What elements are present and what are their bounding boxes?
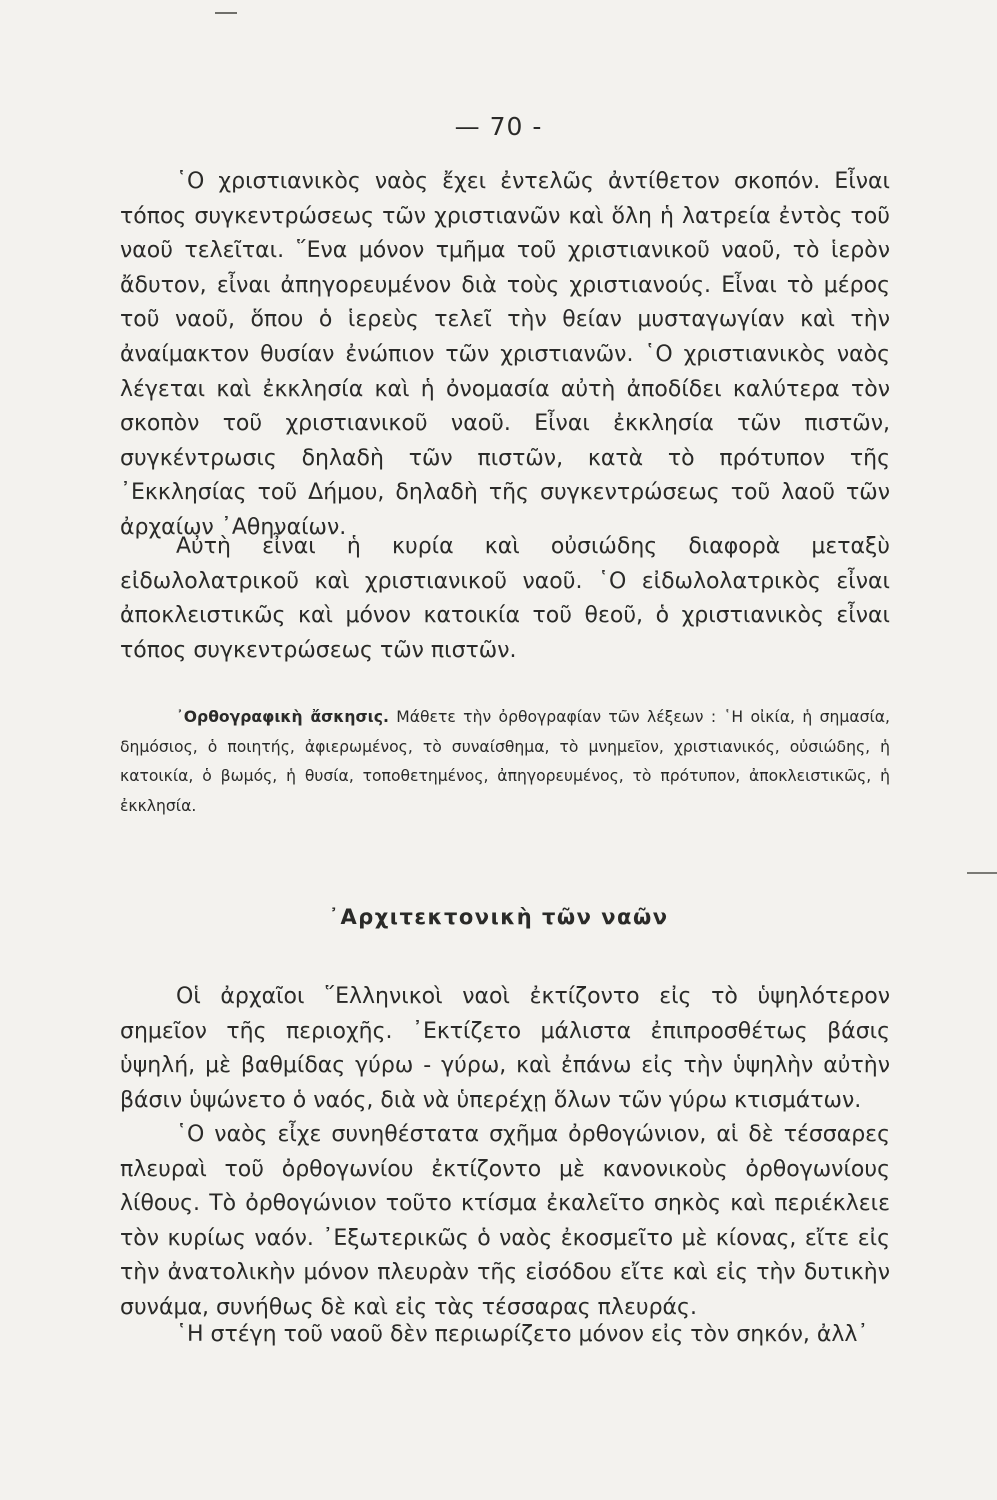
spelling-exercise	[120, 703, 890, 821]
exercise-label: ᾿Ορθογραφικὴ ἄσκησις.	[176, 708, 389, 726]
paragraph-temple-shape: ῾Ο ναὸς εἶχε συνηθέστατα σχῆμα ὀρθογώνιον, αἱ δὲ τέσσαρες πλευραὶ τοῦ ὀρθογωνίου ἐκτίζοντο μὲ κανονικοὺς ὀρθογωνίους λίθους. Τὸ ὀρθογώνιον τοῦτο κτίσμα ἐκαλεῖτο σηκὸς καὶ περιέκλειε τὸν κυρίως ναόν. ᾿Εξωτερικῶς ὁ ναὸς ἐκοσμεῖτο μὲ κίονας, εἴτε εἰς τὴν ἀνατολικὴν μόνον πλευρὰν τῆς εἰσόδου εἴτε καὶ εἰς τὴν δυτικὴν συνάμα, συνήθως δὲ καὶ εἰς τὰς τέσσαρας πλευράς.	[120, 1122, 890, 1320]
paragraph-christian-temple: ῾Ο χριστιανικὸς ναὸς ἔχει ἐντελῶς ἀντίθετον σκοπόν. Εἶναι τόπος συγκεντρώσεως τῶν χριστιανῶν καὶ ὅλη ἡ λατρεία ἐντὸς τοῦ ναοῦ τελεῖται. ῞Ενα μόνον τμῆμα τοῦ χριστιανικοῦ ναοῦ, τὸ ἱερὸν ἄδυτον, εἶναι ἀπηγορευμένον διὰ τοὺς χριστιανούς. Εἶναι τὸ μέρος τοῦ ναοῦ, ὅπου ὁ ἱερεὺς τελεῖ τὴν θείαν μυσταγωγίαν καὶ τὴν ἀναίμακτον θυσίαν ἐνώπιον τῶν χριστιανῶν. ῾Ο χριστιανικὸς ναὸς λέγεται καὶ ἐκκλησία καὶ ἡ ὀνομασία αὐτὴ ἀποδίδει καλύτερα τὸν σκοπὸν τοῦ χριστιανικοῦ ναοῦ. Εἶναι ἐκκλησία τῶν πιστῶν, συγκέντρωσις δηλαδὴ τῶν πιστῶν, κατὰ τὸ πρότυπον τῆς ᾿Εκκλησίας τοῦ Δήμου, δηλαδὴ τῆς συγκεντρώσεως τοῦ λαοῦ τῶν ἀρχαίων ᾿Αθηναίων.	[120, 169, 890, 540]
scan-edge-mark	[967, 872, 997, 874]
paragraph-temple-roof: ῾Η στέγη τοῦ ναοῦ δὲν περιωρίζετο μόνον εἰς τὸν σηκόν, ἀλλ᾿	[176, 1322, 869, 1347]
exercise-text: Μάθετε τὴν ὀρθογραφίαν τῶν λέξεων : ῾Η οἰκία, ἡ σημασία, δημόσιος, ὁ ποιητής, ἀφιερωμένος, τὸ συναίσθημα, τὸ μνημεῖον, χριστιανικός, οὐσιώδης, ἡ κατοικία, ὁ βωμός, ἡ θυσία, τοποθετημένος, ἀπηγορευμένος, τὸ πρότυπον, ἀποκλειστικῶς, ἡ ἐκκλησία.	[120, 708, 890, 815]
section-heading: ᾿Αρχιτεκτονικὴ τῶν ναῶν	[328, 905, 669, 929]
page-number: — 70 -	[454, 112, 543, 141]
scan-mark	[215, 12, 237, 14]
paragraph-ancient-temples: Οἱ ἀρχαῖοι ῞Ελληνικοὶ ναοὶ ἐκτίζοντο εἰς τὸ ὑψηλότερον σημεῖον τῆς περιοχῆς. ᾿Εκτίζετο μάλιστα ἐπιπροσθέτως βάσις ὑψηλή, μὲ βαθμίδας γύρω - γύρω, καὶ ἐπάνω εἰς τὴν ὑψηλὴν αὐτὴν βάσιν ὑψώνετο ὁ ναός, διὰ νὰ ὑπερέχῃ ὅλων τῶν γύρω κτισμάτων.	[120, 984, 890, 1113]
paragraph-main-difference: Αὐτὴ εἶναι ἡ κυρία καὶ οὐσιώδης διαφορὰ μεταξὺ εἰδωλολατρικοῦ καὶ χριστιανικοῦ ναοῦ. ῾Ο εἰδωλολατρικὸς εἶναι ἀποκλειστικῶς καὶ μόνον κατοικία τοῦ θεοῦ, ὁ χριστιανικὸς εἶναι τόπος συγκεντρώσεως τῶν πιστῶν.	[120, 534, 890, 663]
